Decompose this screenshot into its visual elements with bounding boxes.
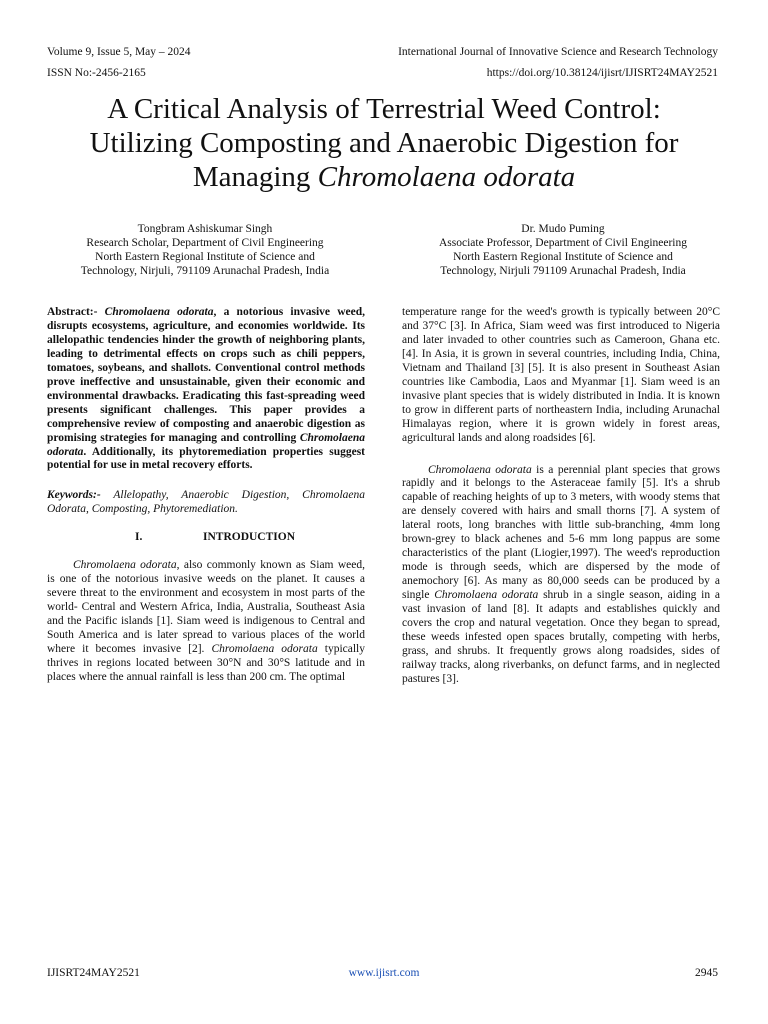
intro-text-2: typically thrives in regions located between 30°N and 30°S latitude and in places where the annual rainfall is less than 200 cm. The optimal <box>47 643 365 683</box>
p2-species-2: Chromolaena odorata <box>434 589 539 602</box>
author-block-2 <box>398 222 728 278</box>
abstract-species: Chromolaena odorata <box>104 306 214 318</box>
footer-paper-id: IJISRT24MAY2521 <box>47 967 140 979</box>
intro-paragraph-2 <box>402 464 720 687</box>
keywords-label: Keywords:- <box>47 489 101 502</box>
author-address: Technology, Nirjuli, 791109 Arunachal Pradesh, India <box>80 265 330 277</box>
right-column <box>402 306 720 687</box>
title-species-name: Chromolaena odorata <box>317 161 576 193</box>
page-number: 2945 <box>695 967 718 979</box>
intro-paragraph-1 <box>47 559 365 685</box>
author-role: Associate Professor, Department of Civil Engineering <box>438 237 687 249</box>
author-address: Technology, Nirjuli 791109 Arunachal Pradesh, India <box>440 265 686 277</box>
intro-species-2: Chromolaena odorata <box>211 643 318 656</box>
issn: ISSN No:-2456-2165 <box>47 67 146 79</box>
intro-paragraph-1-continued: temperature range for the weed's growth is typically between 20°C and 37°C [3]. In Africa, Siam weed was first introduced to Nigeria and later invaded to other countries such as Cameroon, Ghana etc. [4]. In Asia, it is grown in several countries, including India, China, Vietnam and Thailand [3] [5]. It is also present in Southeast Asian countries like Cambodia, Laos and Myanmar [1]. Siam weed is an invasive plant species that is widely distributed in India. It is known to grow in different parts of northeastern India, including Arunachal Himalayas region, where it is grown widely in forest areas, agricultural lands and along roadsides [6]. <box>402 306 720 444</box>
doi-link[interactable]: https://doi.org/10.38124/ijisrt/IJISRT24MAY2521 <box>486 67 718 79</box>
author-institute: North Eastern Regional Institute of Science and <box>95 251 315 263</box>
abstract-text-1: , a notorious invasive weed, disrupts ecosystems, agriculture, and economies worldwide. Its allelopathic tendencies hinder the growth of neighboring plants, leading to detrimental effects on crops such as chili peppers, tomatoes, soybeans, and shallots. Conventional control methods prove ineffective and unsustainable, given their economic and environmental drawbacks. Eradicating this fast-spreading weed presents significant challenges. This paper provides a comprehensive review of composting and anaerobic digestion as promising strategies for managing and controlling <box>47 306 366 444</box>
footer-website-wrap <box>0 966 768 980</box>
volume-info: Volume 9, Issue 5, May – 2024 <box>47 46 191 58</box>
p2-text-1: is a perennial plant species that grows rapidly and it belongs to the Asteraceae family [5]. It's a shrub capable of reaching heights of up to 3 meters, with woody stems that are densely covered with hairs and small thorns [7]. A system of lateral roots, long branches with little sub-branching, 4mm long brown-grey to black achenes and 5-6 mm long pappus are some characteristics of the plant (Liogier,1997). The weed's reproduction mode is through seeds, which are dispersed by the mode of anemochory [6]. As many as 80,000 seeds can be produced by a single <box>402 463 720 602</box>
abstract-label: Abstract:- <box>47 306 98 318</box>
p2-species: Chromolaena odorata <box>428 463 532 476</box>
intro-species: Chromolaena odorata <box>73 559 177 572</box>
keywords <box>47 489 365 517</box>
author-name: Tongbram Ashiskumar Singh <box>137 223 273 235</box>
keywords-text: Allelopathy, Anaerobic Digestion, Chromolaena Odorata, Composting, Phytoremediation. <box>47 489 365 516</box>
left-column <box>47 306 365 685</box>
intro-text-1: , also commonly known as Siam weed, is one of the notorious invasive weeds on the planet. It causes a severe threat to the environment and ecosystem in most parts of the world- Central and Western Africa, India, Australia, Southeast Asia and the Pacific islands [1]. Siam weed is indigenous to Central and South America and is later spread to various places of the world where it becomes invasive [2]. <box>47 559 365 656</box>
title-line-3-plain: Managing <box>192 161 318 193</box>
abstract-species-2: Chromolaena odorata <box>47 431 365 458</box>
author-name: Dr. Mudo Puming <box>521 223 605 235</box>
author-institute: North Eastern Regional Institute of Science and <box>453 251 673 263</box>
title-line-1: A Critical Analysis of Terrestrial Weed Control: <box>107 93 661 125</box>
journal-name: International Journal of Innovative Science and Research Technology <box>398 46 718 58</box>
abstract <box>47 306 365 473</box>
title-line-3 <box>40 160 728 194</box>
section-number: I. <box>135 531 143 544</box>
abstract-text-2: . Additionally, its phytoremediation properties suggest potential for use in metal recovery efforts. <box>47 445 365 472</box>
author-role: Research Scholar, Department of Civil Engineering <box>86 237 324 249</box>
footer-website-link[interactable]: www.ijisrt.com <box>348 967 420 979</box>
paper-title <box>40 92 728 194</box>
section-heading <box>47 531 365 545</box>
p2-text-2: shrub in a single season, aiding in a vast invasion of land [8]. It adapts and establishes quickly and covers the crop and natural vegetation. Once they began to spread, these weeds infested open spaces brutally, competing with herbs, grass, and shrubs. It frequently grows along roadsides, sides of railway tracks, along riverbanks, on defunct farms, and in neglected pastures [3]. <box>402 589 720 685</box>
section-title: INTRODUCTION <box>203 531 296 544</box>
author-block-1 <box>40 222 370 278</box>
title-line-2: Utilizing Composting and Anaerobic Digestion for <box>89 127 679 159</box>
